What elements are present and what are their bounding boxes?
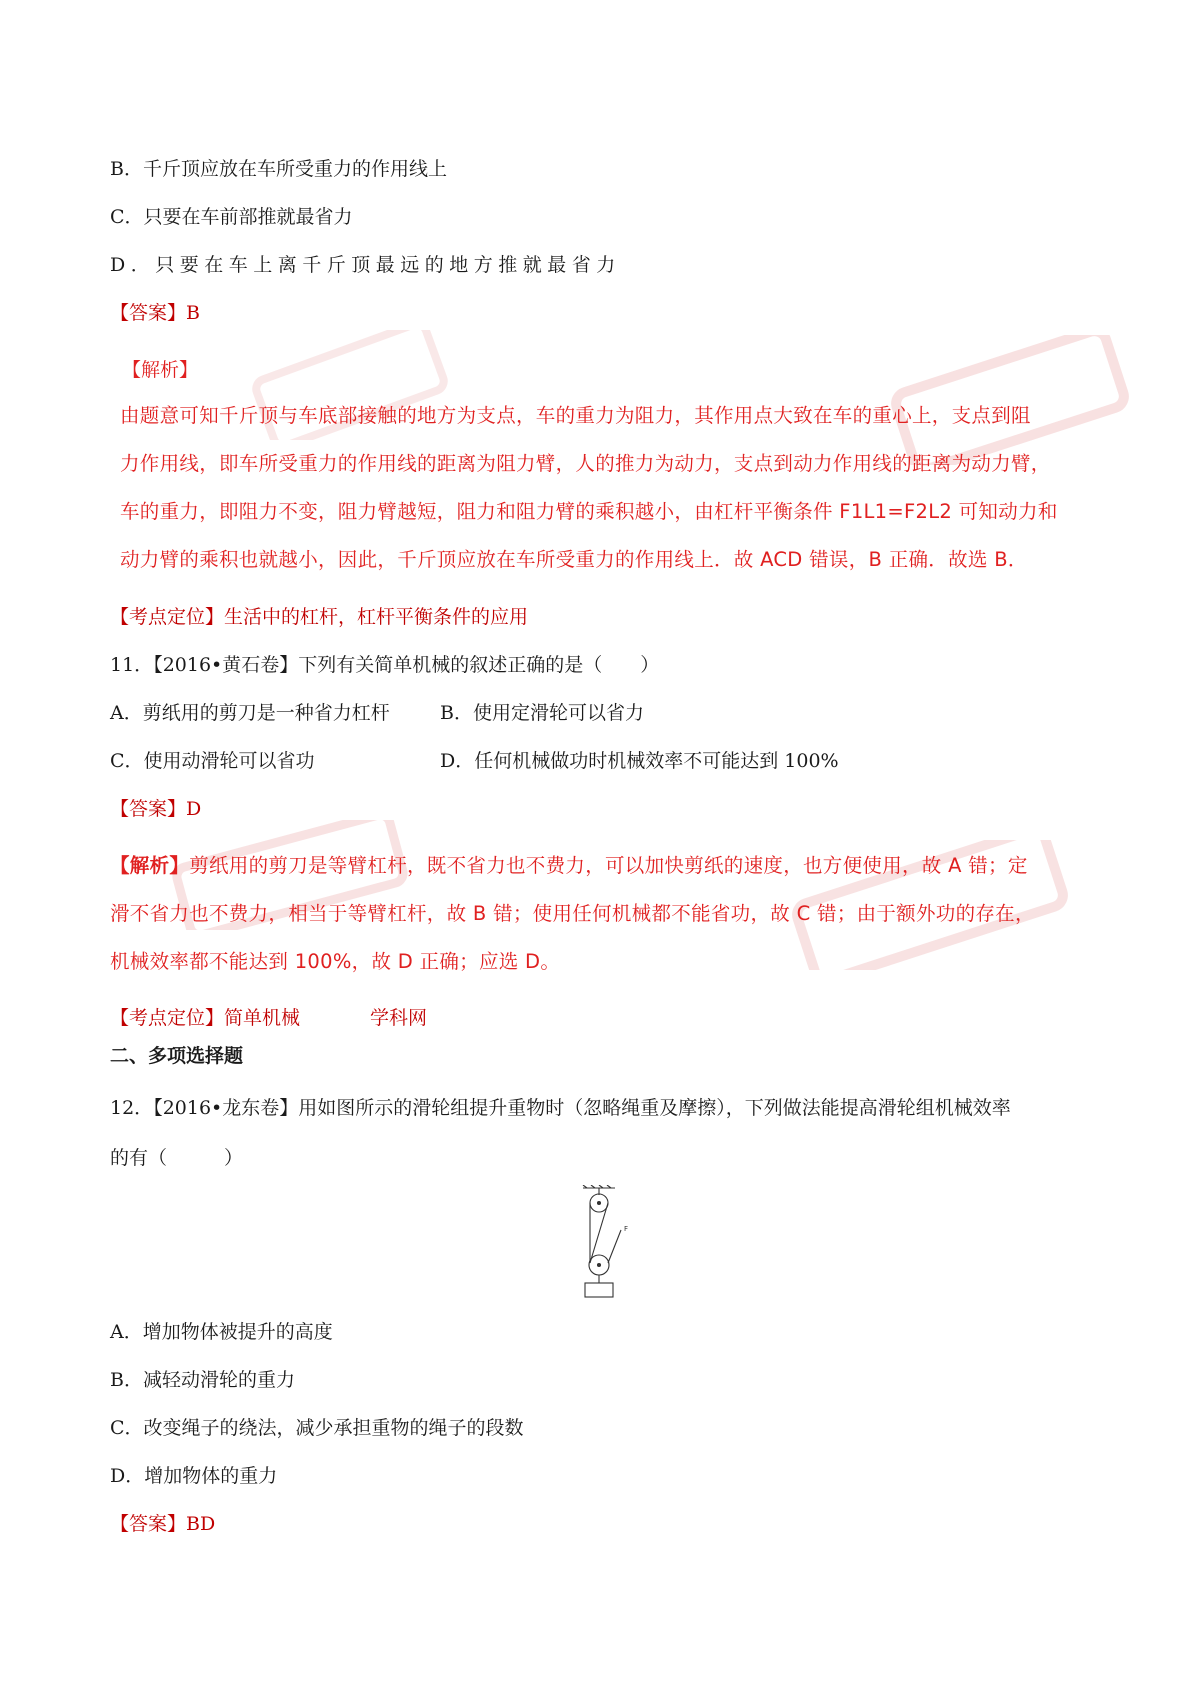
q10-analysis [120,392,1110,584]
kaodian-text: 生活中的杠杆，杠杆平衡条件的应用 [224,606,529,628]
question-source: 【2016•龙东卷】 [153,1097,299,1119]
analysis-line: 车的重力，即阻力不变，阻力臂越短，阻力和阻力臂的乘积越小，由杠杆平衡条件 F1L1=F2L2 可知动力和 [120,500,1058,523]
pulley-diagram [575,1185,655,1300]
q11-answer [110,796,201,822]
kaodian-text: 简单机械 [224,1007,301,1029]
q12-option-c: C．改变绳子的绕法，减少承担重物的绳子的段数 [110,1417,524,1439]
analysis-line: 力作用线，即车所受重力的作用线的距离为阻力臂，人的推力为动力，支点到动力作用线的距离为动力臂， [120,452,1051,475]
question-text: 下列有关简单机械的叙述正确的是（ ） [298,654,660,676]
q10-analysis-tag: 【解析】 [122,359,199,381]
question-number: 11． [110,654,154,676]
analysis-line: 滑不省力也不费力，相当于等臂杠杆，故 B 错；使用任何机械都不能省功，故 C 错；由于额外功的存在， [110,902,1035,925]
q10-kaodian [110,604,528,630]
q12-stem [110,1095,1011,1121]
q11-analysis [110,842,1100,986]
q10-answer [110,300,200,326]
kaodian-extra: 学科网 [370,1007,428,1029]
analysis-line: 机械效率都不能达到 100%，故 D 正确；应选 D。 [110,950,561,973]
q10-option-d: D．只要在车上离千斤顶最远的地方推就最省力 [110,254,621,276]
answer-tag: 【答案】 [110,798,187,820]
question-source: 【2016•黄石卷】 [153,654,299,676]
q12-option-b: B．减轻动滑轮的重力 [110,1369,295,1391]
question-number: 12． [110,1097,154,1119]
q11-option-c: C．使用动滑轮可以省功 [110,750,315,772]
kaodian-tag: 【考点定位】 [110,606,225,628]
q11-kaodian [110,1005,427,1031]
q11-option-d: D．任何机械做功时机械效率不可能达到 100% [440,750,839,772]
q12-stem-cont: 的有（ ） [110,1147,244,1169]
q10-option-b: B．千斤顶应放在车所受重力的作用线上 [110,158,447,180]
q12-option-a: A．增加物体被提升的高度 [110,1321,333,1343]
answer-tag: 【答案】 [110,302,187,324]
q12-option-d: D．增加物体的重力 [110,1465,278,1487]
analysis-text: 剪纸用的剪刀是等臂杠杆，既不省力也不费力，可以加快剪纸的速度，也方便使用，故 A 错；定 [189,854,1028,877]
force-label: F [624,1225,629,1233]
q11-option-a: A．剪纸用的剪刀是一种省力杠杆 [110,702,390,724]
q10-option-c: C．只要在车前部推就最省力 [110,206,353,228]
analysis-tag: 【解析】 [110,854,190,877]
analysis-line [110,842,1100,890]
question-text: 用如图所示的滑轮组提升重物时（忽略绳重及摩擦），下列做法能提高滑轮组机械效率 [298,1097,1011,1119]
q11-option-b: B．使用定滑轮可以省力 [440,702,644,724]
answer-tag: 【答案】 [110,1513,187,1535]
answer-value: D [186,798,202,820]
kaodian-tag: 【考点定位】 [110,1007,225,1029]
answer-value: BD [186,1513,216,1535]
analysis-line: 由题意可知千斤顶与车底部接触的地方为支点，车的重力为阻力，其作用点大致在车的重心上，支点到阻 [120,404,1031,427]
q12-answer [110,1511,215,1537]
q11-stem [110,652,659,678]
answer-value: B [186,302,200,324]
analysis-line: 动力臂的乘积也就越小，因此，千斤顶应放在车所受重力的作用线上．故 ACD 错误，B 正确．故选 B． [120,548,1028,571]
section-title: 二、多项选择题 [110,1045,244,1067]
